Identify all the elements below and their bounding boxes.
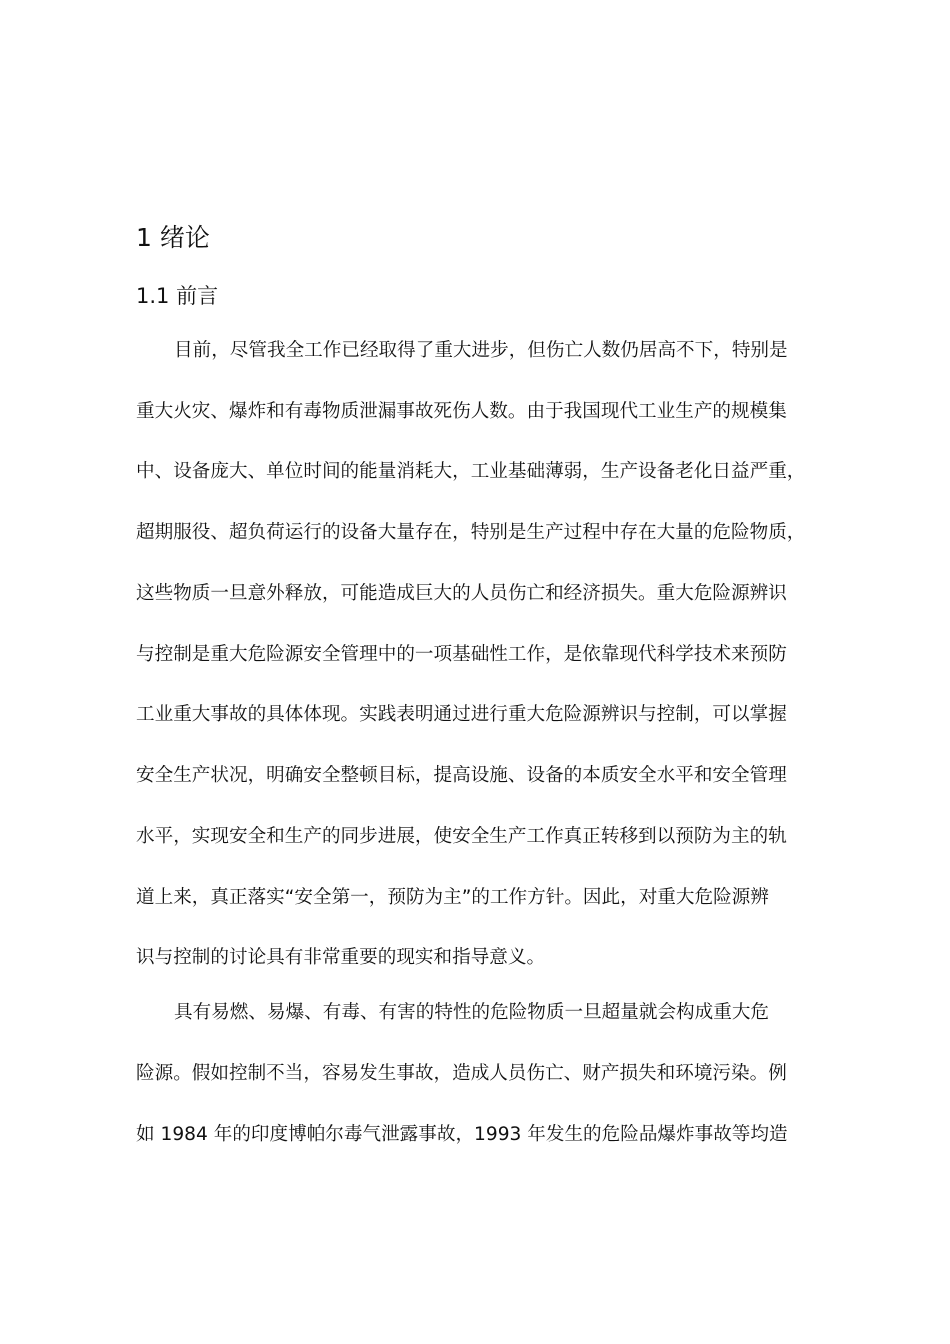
paragraph-line: 超期服役、超负荷运行的设备大量存在，特别是生产过程中存在大量的危险物质，	[136, 522, 806, 543]
paragraph-line: 目前，尽管我全工作已经取得了重大进步，但伤亡人数仍居高不下，特别是	[174, 340, 788, 361]
paragraph-line: 中、设备庞大、单位时间的能量消耗大，工业基础薄弱，生产设备老化日益严重，	[136, 461, 806, 482]
paragraph-line: 识与控制的讨论具有非常重要的现实和指导意义。	[136, 947, 546, 968]
paragraph-line: 险源。假如控制不当，容易发生事故，造成人员伤亡、财产损失和环境污染。例	[136, 1063, 787, 1084]
paragraph-line: 具有易燃、易爆、有毒、有害的特性的危险物质一旦超量就会构成重大危	[174, 1002, 770, 1023]
paragraph-line: 安全生产状况，明确安全整顿目标，提高设施、设备的本质安全水平和安全管理	[136, 765, 787, 786]
paragraph-line: 重大火灾、爆炸和有毒物质泄漏事故死伤人数。由于我国现代工业生产的规模集	[136, 401, 787, 422]
section-heading: 1.1 前言	[136, 284, 219, 308]
paragraph-line: 工业重大事故的具体体现。实践表明通过进行重大危险源辨识与控制，可以掌握	[136, 704, 787, 725]
chapter-heading: 1 绪论	[136, 223, 210, 252]
paragraph-line: 水平，实现安全和生产的同步进展，使安全生产工作真正转移到以预防为主的轨	[136, 826, 787, 847]
paragraph-line: 与控制是重大危险源安全管理中的一项基础性工作，是依靠现代科学技术来预防	[136, 644, 787, 665]
paragraph-line: 这些物质一旦意外释放，可能造成巨大的人员伤亡和经济损失。重大危险源辨识	[136, 583, 787, 604]
paragraph-line: 如 1984 年的印度博帕尔毒气泄露事故，1993 年发生的危险品爆炸事故等均造	[136, 1124, 788, 1145]
paragraph-line: 道上来，真正落实“安全第一，预防为主”的工作方针。因此，对重大危险源辨	[136, 887, 769, 908]
